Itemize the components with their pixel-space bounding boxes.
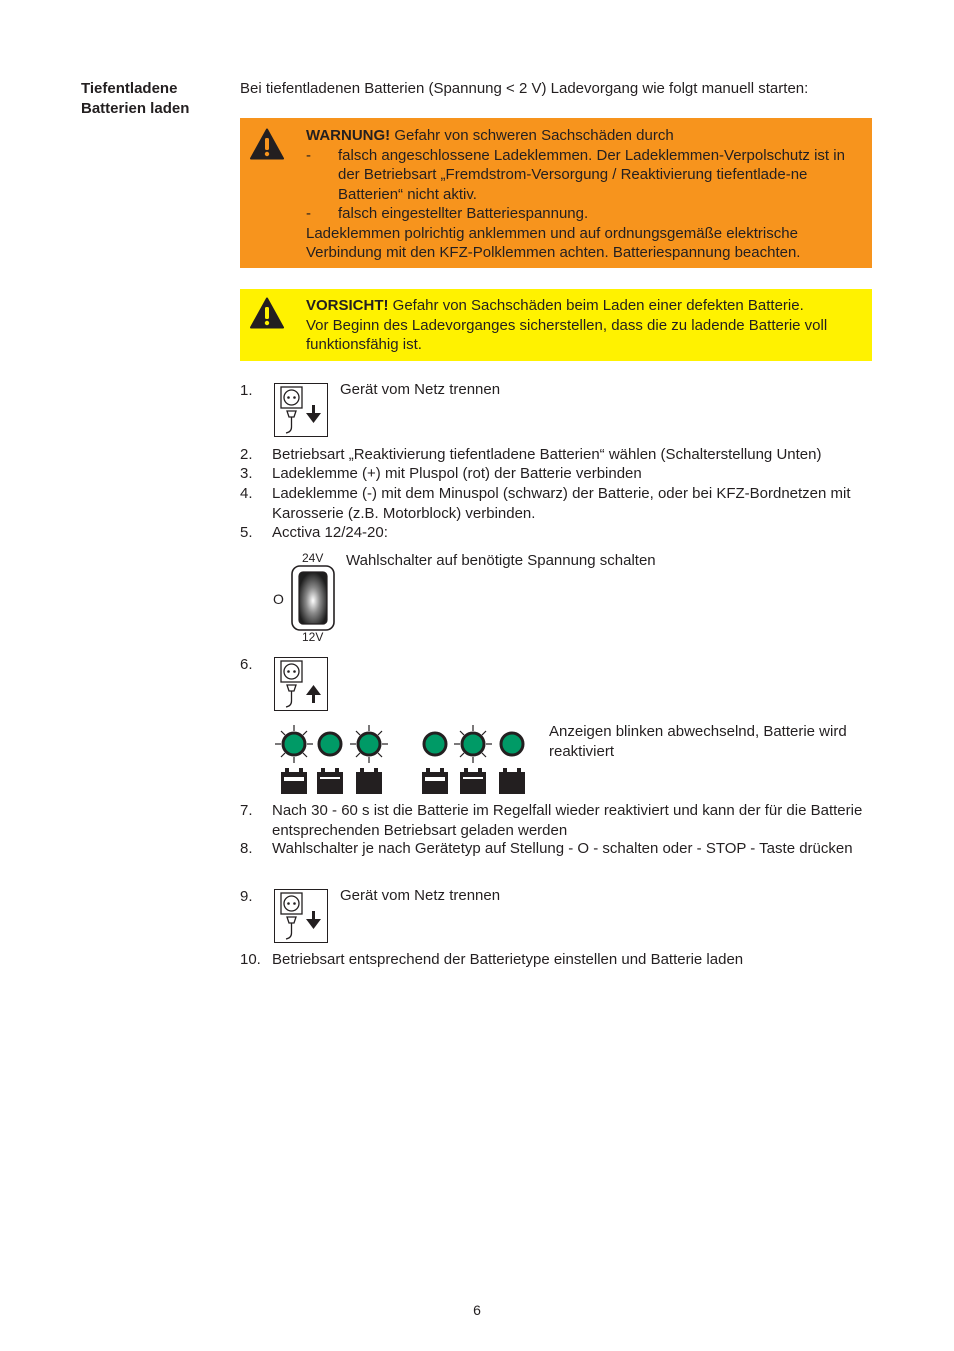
- step-4-text: Ladeklemme (-) mit dem Minuspol (schwarz) der Batterie, oder bei KFZ-Bordnetzen mit Karosserie (z.B. Motorblock) verbinden.: [272, 485, 851, 522]
- section-title-line-2: Batterien laden: [81, 99, 190, 117]
- battery-icon: [281, 768, 307, 794]
- step-5-text: Acctiva 12/24-20:: [272, 524, 388, 541]
- step-3-number: 3.: [240, 465, 253, 482]
- step-2-number: 2.: [240, 446, 253, 463]
- battery-icon: [499, 768, 525, 794]
- step-5-number: 5.: [240, 524, 253, 541]
- caution-box: [240, 289, 872, 361]
- led-group-1: [275, 725, 492, 763]
- led-indicator-illustration: [270, 720, 532, 794]
- step-7-number: 7.: [240, 802, 253, 819]
- warning-text: [306, 126, 862, 263]
- led-1: [283, 733, 305, 755]
- step-3-text: Ladeklemme (+) mit Pluspol (rot) der Batterie verbinden: [272, 465, 642, 482]
- unplug-icon: [274, 383, 328, 437]
- section-title-line-1: Tiefentladene: [81, 80, 178, 97]
- warning-box: [240, 118, 872, 268]
- plug-in-icon: [274, 657, 328, 711]
- battery-icon: [422, 768, 448, 794]
- caution-triangle-icon: [250, 297, 284, 329]
- step-8-number: 8.: [240, 840, 253, 857]
- switch-label-off: O: [273, 591, 284, 607]
- warning-triangle-icon: [250, 128, 284, 160]
- section-title: [81, 79, 231, 118]
- step-6-number: 6.: [240, 656, 253, 673]
- warning-headline: Gefahr von schweren Sachschäden durch: [390, 127, 674, 144]
- caution-text: [306, 296, 862, 355]
- intro-text: Bei tiefentladenen Batterien (Spannung < 2 V) Ladevorgang wie folgt manuell starten:: [240, 80, 809, 97]
- battery-icon: [460, 768, 486, 794]
- led-5: [462, 733, 484, 755]
- battery-icons: [281, 768, 525, 794]
- step-10-text: Betriebsart entsprechend der Batterietype einstellen und Batterie laden: [272, 951, 744, 968]
- led-caption: Anzeigen blinken abwechselnd, Batterie wird reaktiviert: [549, 723, 847, 760]
- unplug-icon: [274, 889, 328, 943]
- voltage-selector-switch[interactable]: [291, 565, 335, 631]
- step-9-number: 9.: [240, 888, 253, 905]
- led-3: [358, 733, 380, 755]
- battery-icon: [317, 768, 343, 794]
- caution-headline: Gefahr von Sachschäden beim Laden einer defekten Batterie.: [388, 297, 804, 314]
- page-number: 6: [473, 1302, 481, 1318]
- caution-label: VORSICHT!: [306, 297, 389, 314]
- step-10-number: 10.: [240, 951, 261, 968]
- led-6: [501, 733, 523, 755]
- warning-label: WARNUNG!: [306, 127, 391, 144]
- step-8-text: Wahlschalter je nach Gerätetyp auf Stellung - O - schalten oder - STOP - Taste drücken: [272, 840, 853, 857]
- step-1-number: 1.: [240, 382, 253, 399]
- step-7-text: Nach 30 - 60 s ist die Batterie im Regelfall wieder reaktiviert und kann der für die Batterie entsprechenden Betriebsart geladen werden: [272, 802, 863, 839]
- warning-bullet-2: - falsch eingestellter Batteriespannung.: [306, 205, 589, 222]
- switch-label-12v: 12V: [302, 630, 324, 644]
- step-9-text: Gerät vom Netz trennen: [340, 887, 501, 904]
- switch-label-24v: 24V: [302, 551, 324, 565]
- switch-caption: Wahlschalter auf benötigte Spannung schalten: [346, 552, 656, 569]
- step-4-number: 4.: [240, 485, 253, 502]
- led-4: [424, 733, 446, 755]
- battery-icon: [356, 768, 382, 794]
- warning-bullet-1: - falsch angeschlossene Ladeklemmen. Der Ladeklemmen-Verpolschutz ist in der Betriebsart „Fremdstrom-Versorgung / Reaktivierung tiefentlade-ne Batterien“ nicht aktiv.: [306, 146, 845, 203]
- warning-footer: Ladeklemmen polrichtig anklemmen und auf ordnungsgemäße elektrische Verbindung mit den KFZ-Polklemmen achten. Batteriespannung beachten.: [306, 224, 801, 261]
- step-2-text: Betriebsart „Reaktivierung tiefentladene Batterien“ wählen (Schalterstellung Unten): [272, 446, 822, 463]
- step-1-text: Gerät vom Netz trennen: [340, 381, 501, 398]
- led-2: [319, 733, 341, 755]
- caution-body: Vor Beginn des Ladevorganges sicherstellen, dass die zu ladende Batterie voll funktionsfähig ist.: [306, 316, 828, 353]
